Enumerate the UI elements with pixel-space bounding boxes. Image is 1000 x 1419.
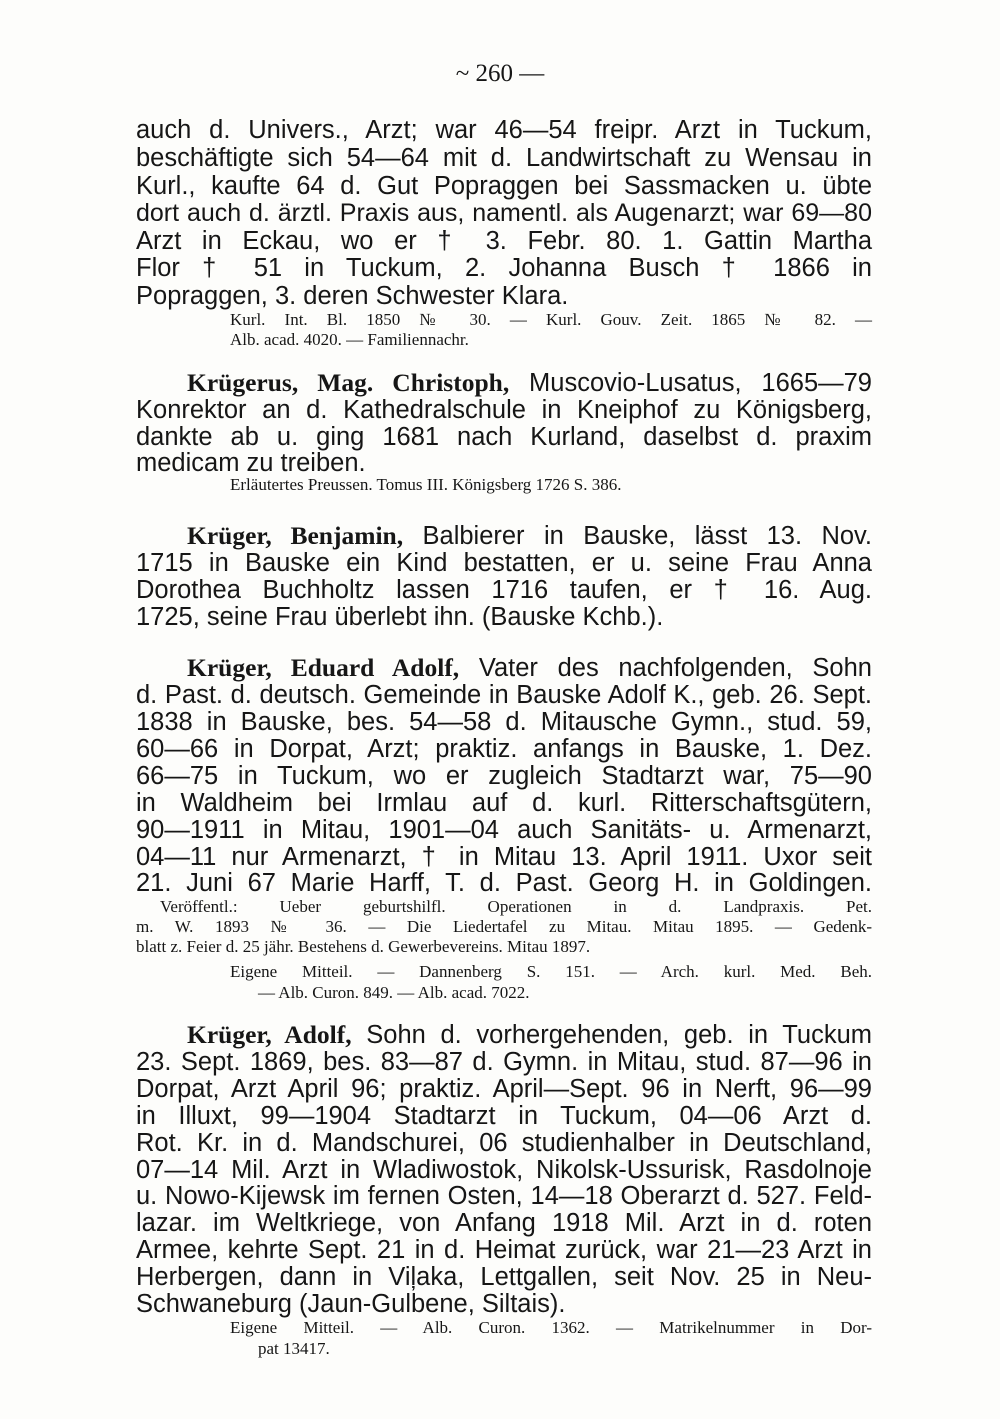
source-line: Kurl. Int. Bl. 1850 № 30. — Kurl. Gouv. Zeit. 1865 № 82. —: [230, 310, 872, 329]
text-line: Arzt in Eckau, wo er † 3. Febr. 80. 1. Gattin Martha: [136, 227, 872, 255]
source-line: pat 13417.: [258, 1339, 330, 1358]
entry-first-line: [136, 655, 872, 681]
text-line: Flor † 51 in Tuckum, 2. Johanna Busch † 1866 in: [136, 254, 872, 282]
text-line: 66—75 in Tuckum, wo er zugleich Stadtarzt war, 75—90: [136, 762, 872, 790]
text-line: dort auch d. ärztl. Praxis aus, namentl. als Augenarzt; war 69—80: [136, 199, 872, 227]
text-line: Dorothea Buchholtz lassen 1716 taufen, er † 16. Aug.: [136, 576, 872, 604]
text-line: Muscovio-Lusatus, 1665—79: [529, 369, 872, 397]
text-line: 04—11 nur Armenarzt, † in Mitau 13. April 1911. Uxor seit: [136, 843, 872, 871]
source-line: Erläutertes Preussen. Tomus III. Königsberg 1726 S. 386.: [230, 475, 622, 494]
source-line: Eigene Mitteil. — Dannenberg S. 151. — Arch. kurl. Med. Beh.: [230, 962, 872, 981]
text-line: Schwaneburg (Jaun-Gulbene, Siltais).: [136, 1290, 566, 1318]
text-line: Popraggen, 3. deren Schwester Klara.: [136, 282, 569, 310]
text-line: 07—14 Mil. Arzt in Wladiwostok, Nikolsk-Ussurisk, Rasdolnoje: [136, 1156, 872, 1184]
text-line: 90—1911 in Mitau, 1901—04 auch Sanitäts- u. Armenarzt,: [136, 816, 872, 844]
text-line: dankte ab u. ging 1681 nach Kurland, daselbst d. praxim: [136, 423, 872, 451]
text-line: Sohn d. vorhergehenden, geb. in Tuckum: [366, 1021, 872, 1049]
text-line: Balbierer in Bauske, lässt 13. Nov.: [422, 522, 872, 550]
text-line: 1715 in Bauske ein Kind bestatten, er u. seine Frau Anna: [136, 549, 872, 577]
text-line: u. Nowo-Kijewsk im fernen Osten, 14—18 Oberarzt d. 527. Feld-: [136, 1182, 872, 1210]
source-line: Eigene Mitteil. — Alb. Curon. 1362. — Matrikelnummer in Dor-: [230, 1318, 872, 1337]
entry-heading: Krüger, Adolf,: [187, 1020, 352, 1049]
text-line: d. Past. d. deutsch. Gemeinde in Bauske Adolf K., geb. 26. Sept.: [136, 681, 872, 709]
entry-heading: Krüger, Benjamin,: [187, 521, 404, 550]
source-line: — Alb. Curon. 849. — Alb. acad. 7022.: [258, 983, 530, 1002]
text-line: 21. Juni 67 Marie Harff, T. d. Past. Georg H. in Goldingen.: [136, 869, 872, 897]
text-line: Dorpat, Arzt April 96; praktiz. April—Sept. 96 in Nerft, 96—99: [136, 1075, 872, 1103]
text-line: medicam zu treiben.: [136, 449, 366, 477]
text-line: Vater des nachfolgenden, Sohn: [478, 654, 872, 682]
source-line: blatt z. Feier d. 25 jähr. Bestehens d. Gewerbevereins. Mitau 1897.: [136, 937, 591, 956]
text-line: 1838 in Bauske, bes. 54—58 d. Mitausche Gymn., stud. 59,: [136, 708, 872, 736]
text-line: in Waldheim bei Irmlau auf d. kurl. Ritterschaftsgütern,: [136, 789, 872, 817]
text-line: 60—66 in Dorpat, Arzt; praktiz. anfangs in Bauske, 1. Dez.: [136, 735, 872, 763]
text-line: Herbergen, dann in Viļaka, Lettgallen, seit Nov. 25 in Neu-: [136, 1263, 872, 1291]
entry-heading: Krüger, Eduard Adolf,: [187, 653, 460, 682]
entry-first-line: [136, 370, 872, 396]
source-line: Alb. acad. 4020. — Familiennachr.: [230, 330, 469, 349]
source-line: m. W. 1893 № 36. — Die Liedertafel zu Mitau. Mitau 1895. — Gedenk-: [136, 917, 872, 936]
text-line: in Illuxt, 99—1904 Stadtarzt in Tuckum, 04—06 Arzt d.: [136, 1102, 872, 1130]
text-line: 1725, seine Frau überlebt ihn. (Bauske Kchb.).: [136, 603, 664, 631]
text-line: beschäftigte sich 54—64 mit d. Landwirtschaft zu Wensau in: [136, 144, 872, 172]
text-line: Kurl., kaufte 64 d. Gut Popraggen bei Sassmacken u. übte: [136, 172, 872, 200]
source-line: Veröffentl.: Ueber geburtshilfl. Operationen in d. Landpraxis. Pet.: [160, 897, 872, 916]
text-line: auch d. Univers., Arzt; war 46—54 freipr. Arzt in Tuckum,: [136, 116, 872, 144]
text-line: Armee, kehrte Sept. 21 in d. Heimat zurück, war 21—23 Arzt in: [136, 1236, 872, 1264]
text-line: Konrektor an d. Kathedralschule in Kneiphof zu Königsberg,: [136, 396, 872, 424]
entry-heading: Krügerus, Mag. Christoph,: [187, 368, 510, 397]
entry-first-line: [136, 523, 872, 549]
entry-first-line: [136, 1022, 872, 1048]
text-line: lazar. im Weltkriege, von Anfang 1918 Mil. Arzt in d. roten: [136, 1209, 872, 1237]
text-line: Rot. Kr. in d. Mandschurei, 06 studienhalber in Deutschland,: [136, 1129, 872, 1157]
page-number: ~ 260 —: [455, 60, 545, 87]
text-line: 23. Sept. 1869, bes. 83—87 d. Gymn. in Mitau, stud. 87—96 in: [136, 1048, 872, 1076]
